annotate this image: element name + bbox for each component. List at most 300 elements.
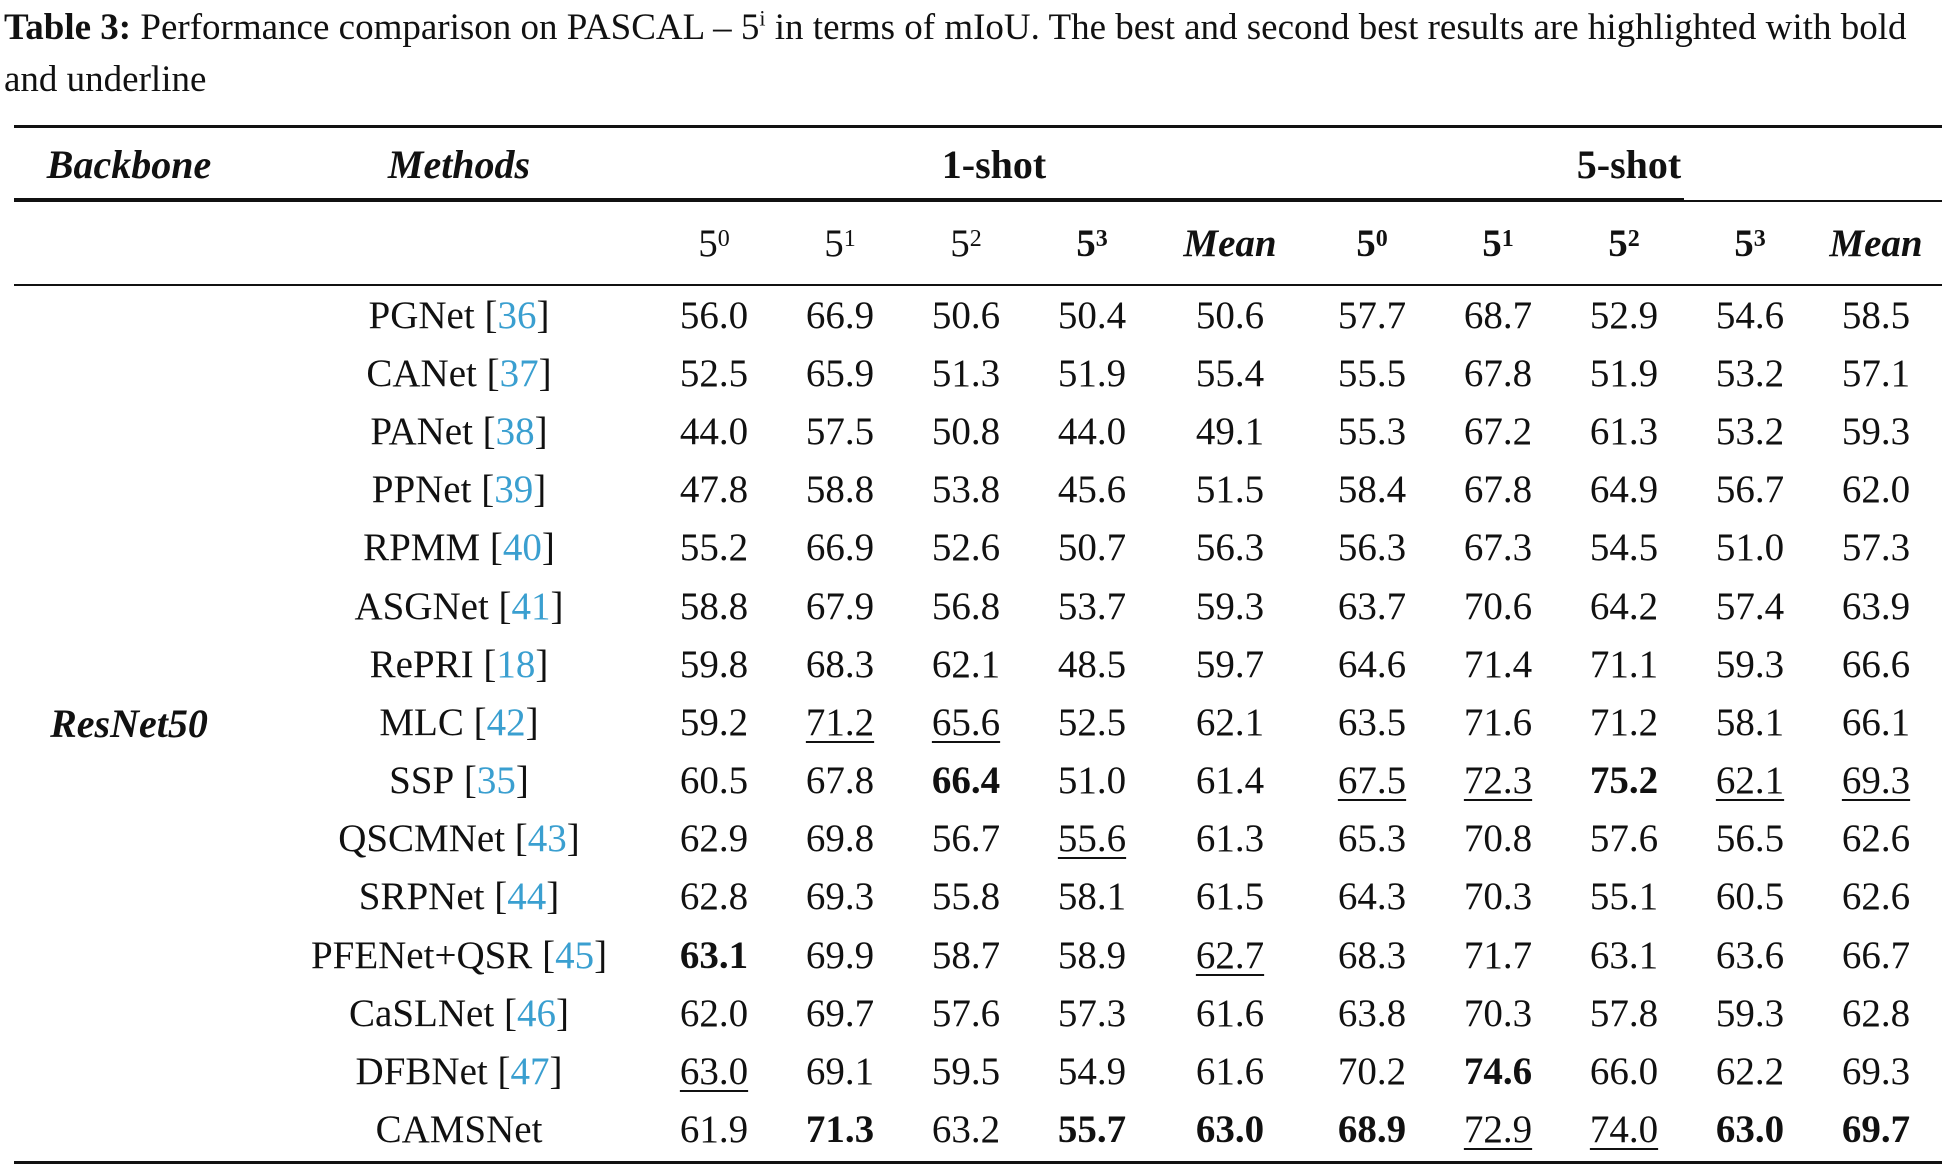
value-cell [1436,577,1560,635]
value-cell [652,926,776,984]
value-cell [1310,984,1434,1042]
value-cell [778,635,902,693]
value-text: 55.7 [1057,1108,1127,1152]
citation-link[interactable]: 43 [527,817,567,861]
value-text: 56.7 [1715,468,1785,512]
table-row [14,635,1942,693]
value-cell [1814,461,1938,519]
ref-bracket-open: [ [487,1050,511,1094]
value-text: 58.4 [1337,468,1407,512]
ref-bracket-close: ] [525,700,539,744]
value-cell [1310,752,1434,810]
value-cell [1436,810,1560,868]
method-name [249,519,669,577]
method-label: PPNet [371,468,472,512]
value-cell [778,693,902,751]
ref-bracket-open: [ [505,817,528,861]
value-cell [652,519,776,577]
value-cell [1030,286,1154,344]
value-text: 62.1 [1715,759,1785,803]
fold-header-1shot-1: 5 $^1$ [824,221,856,265]
value-cell [1688,693,1812,751]
value-cell [1030,1101,1154,1159]
value-cell [1814,926,1938,984]
value-cell [1562,402,1686,460]
value-text: 54.5 [1589,526,1659,570]
value-cell [652,984,776,1042]
ref-bracket-open: [ [532,933,556,977]
value-text: 56.3 [1195,526,1265,570]
ref-bracket-close: ] [555,991,569,1035]
value-cell [652,635,776,693]
value-cell [1688,868,1812,926]
value-text: 63.1 [679,933,749,977]
value-cell [1814,286,1938,344]
value-text: 62.8 [679,875,749,919]
value-text: 51.9 [1589,351,1659,395]
value-text: 53.2 [1715,351,1785,395]
method-name [249,577,669,635]
value-cell [1814,752,1938,810]
value-text: 61.3 [1195,817,1265,861]
value-cell [1436,519,1560,577]
value-text: 58.8 [805,468,875,512]
citation-link[interactable]: 39 [494,468,534,512]
table-row [14,984,1942,1042]
value-cell [904,635,1028,693]
value-cell [1168,402,1292,460]
caption-superscript: i [759,5,766,31]
value-cell [1030,984,1154,1042]
value-text: 66.9 [805,526,875,570]
value-cell [652,577,776,635]
value-cell [1562,810,1686,868]
citation-link[interactable]: 46 [516,991,556,1035]
value-text: 62.1 [931,642,1001,686]
value-text: 50.6 [931,293,1001,337]
method-name [249,1101,669,1159]
value-text: 67.8 [1463,351,1533,395]
citation-link[interactable]: 44 [507,875,547,919]
value-text: 62.1 [1195,700,1265,744]
value-text: 55.2 [679,526,749,570]
value-text: 61.6 [1195,991,1265,1035]
value-cell [652,868,776,926]
value-text: 61.4 [1195,759,1265,803]
value-text: 69.8 [805,817,875,861]
value-text: 58.7 [931,933,1001,977]
value-text: 62.6 [1841,817,1911,861]
value-cell [1310,461,1434,519]
value-cell [1688,286,1812,344]
value-text: 51.0 [1057,759,1127,803]
value-text: 60.5 [1715,875,1785,919]
value-text: 71.3 [805,1108,875,1152]
citation-link[interactable]: 41 [511,584,551,628]
ref-bracket-close: ] [515,759,529,803]
value-cell [1688,984,1812,1042]
value-cell [1030,344,1154,402]
fold-base: 5 [698,221,718,265]
value-text: 64.3 [1337,875,1407,919]
ref-bracket-close: ] [535,642,549,686]
value-text: 71.4 [1463,642,1533,686]
value-text: 57.4 [1715,584,1785,628]
value-text: 48.5 [1057,642,1127,686]
ref-bracket-close: ] [549,1050,563,1094]
ref-bracket-close: ] [541,526,555,570]
value-text: 55.5 [1337,351,1407,395]
value-cell [652,693,776,751]
value-cell [1436,984,1560,1042]
value-text: 63.0 [1715,1108,1785,1152]
header-1shot: 1-shot [941,141,1047,187]
value-text: 63.8 [1337,991,1407,1035]
fold-header-1shot-3: 5 $^3$ [1076,221,1108,265]
header-row-groups [14,128,1942,200]
value-cell [1030,810,1154,868]
value-cell [1814,1042,1938,1100]
value-text: 57.3 [1057,991,1127,1035]
value-cell [1310,635,1434,693]
value-text: 66.9 [805,293,875,337]
value-text: 58.8 [679,584,749,628]
value-text: 53.2 [1715,409,1785,453]
value-cell [1030,926,1154,984]
method-name [249,693,669,751]
value-text: 55.6 [1057,817,1127,861]
value-cell [1436,1101,1560,1159]
value-cell [1310,693,1434,751]
value-text: 52.5 [1057,700,1127,744]
value-cell [1436,926,1560,984]
table-row [14,402,1942,460]
value-cell [1310,286,1434,344]
value-cell [1030,752,1154,810]
value-cell [778,984,902,1042]
value-text: 57.3 [1841,526,1911,570]
value-text: 54.6 [1715,293,1785,337]
value-text: 69.3 [1841,1050,1911,1094]
value-cell [1168,984,1292,1042]
citation-link[interactable]: 42 [486,700,526,744]
value-cell [904,286,1028,344]
citation-link[interactable]: 35 [476,759,516,803]
value-cell [1168,926,1292,984]
value-text: 62.0 [679,991,749,1035]
value-text: 57.8 [1589,991,1659,1035]
value-cell [652,1101,776,1159]
value-text: 55.4 [1195,351,1265,395]
value-cell [1562,635,1686,693]
value-text: 70.3 [1463,991,1533,1035]
table-row [14,286,1942,344]
citation-link[interactable]: 37 [499,351,539,395]
value-text: 66.1 [1841,700,1911,744]
value-cell [904,402,1028,460]
ref-bracket-close: ] [534,409,548,453]
method-label: RePRI [369,642,474,686]
value-cell [652,286,776,344]
method-name [249,635,669,693]
value-cell [904,461,1028,519]
value-text: 59.3 [1841,409,1911,453]
value-cell [1688,1101,1812,1159]
value-cell [1030,402,1154,460]
method-label: CAMSNet [375,1108,543,1152]
method-name [249,1042,669,1100]
value-text: 53.8 [931,468,1001,512]
value-text: 63.6 [1715,933,1785,977]
value-cell [1030,519,1154,577]
value-text: 69.7 [805,991,875,1035]
fold-base: 5 [1734,221,1754,265]
table-caption [4,2,1952,106]
value-cell [1562,1042,1686,1100]
value-text: 65.3 [1337,817,1407,861]
value-cell [652,461,776,519]
value-cell [904,693,1028,751]
value-text: 61.9 [679,1108,749,1152]
value-text: 65.9 [805,351,875,395]
value-text: 45.6 [1057,468,1127,512]
table-row [14,1042,1942,1100]
value-text: 55.1 [1589,875,1659,919]
value-cell [652,1042,776,1100]
value-cell [1814,868,1938,926]
citation-link[interactable]: 47 [510,1050,550,1094]
value-text: 62.0 [1841,468,1911,512]
value-cell [1030,577,1154,635]
value-text: 63.9 [1841,584,1911,628]
value-cell [1168,693,1292,751]
fold-base: 5 [950,221,970,265]
mean-header-1shot: Mean [1183,221,1277,265]
value-cell [778,461,902,519]
value-cell [778,402,902,460]
value-cell [1168,461,1292,519]
value-text: 52.9 [1589,293,1659,337]
method-label: SSP [389,759,455,803]
ref-bracket-open: [ [488,584,512,628]
ref-bracket-close: ] [538,351,552,395]
value-text: 63.0 [1195,1108,1265,1152]
value-cell [904,1042,1028,1100]
value-cell [904,926,1028,984]
table-row [14,344,1942,402]
value-cell [1688,519,1812,577]
fold-header-1shot-0: 5 $^0$ [698,221,730,265]
header-row-folds [14,200,1942,284]
value-text: 71.7 [1463,933,1533,977]
value-cell [1168,519,1292,577]
value-cell [778,810,902,868]
value-cell [652,810,776,868]
value-cell [1310,344,1434,402]
value-text: 50.7 [1057,526,1127,570]
ref-bracket-open: [ [454,759,477,803]
mean-header-5shot: Mean [1829,221,1923,265]
value-text: 66.7 [1841,933,1911,977]
value-text: 74.6 [1463,1050,1533,1094]
value-text: 70.3 [1463,875,1533,919]
value-cell [904,752,1028,810]
value-cell [1030,635,1154,693]
ref-bracket-close: ] [594,933,608,977]
value-text: 72.3 [1463,759,1533,803]
value-text: 59.7 [1195,642,1265,686]
value-cell [1562,286,1686,344]
caption-text-before: Performance comparison on PASCAL – 5 [131,7,760,48]
value-text: 47.8 [679,468,749,512]
value-text: 63.5 [1337,700,1407,744]
value-cell [1168,752,1292,810]
method-label: MLC [379,700,464,744]
value-text: 59.3 [1195,584,1265,628]
ref-bracket-open: [ [463,700,487,744]
value-text: 51.0 [1715,526,1785,570]
value-cell [1436,635,1560,693]
value-text: 71.1 [1589,642,1659,686]
value-text: 52.5 [679,351,749,395]
method-name [249,926,669,984]
value-text: 50.4 [1057,293,1127,337]
fold-header-5shot-0: 5 $^0$ [1356,221,1388,265]
value-cell [1562,344,1686,402]
value-text: 53.7 [1057,584,1127,628]
value-text: 75.2 [1589,759,1659,803]
value-cell [1688,752,1812,810]
value-text: 56.7 [931,817,1001,861]
method-name [249,461,669,519]
value-text: 58.1 [1057,875,1127,919]
citation-link[interactable]: 18 [496,642,536,686]
value-text: 67.9 [805,584,875,628]
value-text: 67.8 [805,759,875,803]
value-cell [1310,1042,1434,1100]
value-cell [1562,1101,1686,1159]
fold-header-5shot-3: 5 $^3$ [1734,221,1766,265]
value-cell [1436,752,1560,810]
citation-link[interactable]: 36 [497,293,537,337]
value-cell [1168,577,1292,635]
value-text: 68.7 [1463,293,1533,337]
value-text: 61.5 [1195,875,1265,919]
table-rows [14,286,1942,1159]
value-cell [904,1101,1028,1159]
value-cell [778,752,902,810]
value-text: 70.6 [1463,584,1533,628]
ref-bracket-close: ] [550,584,564,628]
value-cell [1562,752,1686,810]
value-cell [1562,868,1686,926]
header-methods: Methods [387,141,531,187]
method-label: QSCMNet [338,817,506,861]
value-text: 57.1 [1841,351,1911,395]
value-cell [1310,810,1434,868]
method-name [249,402,669,460]
method-label: PGNet [368,293,475,337]
value-cell [1814,519,1938,577]
fold-header-5shot-1: 5 $^1$ [1482,221,1514,265]
ref-bracket-open: [ [473,642,497,686]
value-text: 51.9 [1057,351,1127,395]
table-row [14,577,1942,635]
value-cell [1168,286,1292,344]
fold-base: 5 [1608,221,1628,265]
value-text: 67.8 [1463,468,1533,512]
method-label: SRPNet [358,875,485,919]
ref-bracket-close: ] [546,875,560,919]
value-cell [904,810,1028,868]
value-text: 56.0 [679,293,749,337]
citation-link[interactable]: 45 [555,933,595,977]
value-cell [1814,635,1938,693]
table-row [14,926,1942,984]
value-text: 44.0 [679,409,749,453]
value-cell [1814,1101,1938,1159]
value-text: 69.3 [1841,759,1911,803]
value-cell [1310,1101,1434,1159]
method-label: PANet [370,409,473,453]
value-cell [1310,868,1434,926]
fold-header-1shot-2: 5 $^2$ [950,221,982,265]
citation-link[interactable]: 40 [502,526,542,570]
value-text: 50.8 [931,409,1001,453]
value-cell [652,402,776,460]
citation-link[interactable]: 38 [495,409,535,453]
table-row [14,693,1942,751]
value-text: 65.6 [931,700,1001,744]
value-text: 62.2 [1715,1050,1785,1094]
ref-bracket-open: [ [476,351,500,395]
value-text: 57.6 [931,991,1001,1035]
table-row [14,1101,1942,1159]
value-text: 56.8 [931,584,1001,628]
value-cell [1436,402,1560,460]
value-cell [1168,1042,1292,1100]
ref-bracket-open: [ [480,526,503,570]
value-text: 72.9 [1463,1108,1533,1152]
fold-header-5shot-2: 5 $^2$ [1608,221,1640,265]
value-cell [1030,693,1154,751]
ref-bracket-open: [ [484,875,508,919]
method-name [249,810,669,868]
value-cell [1688,577,1812,635]
method-name [249,752,669,810]
ref-bracket-close: ] [536,293,550,337]
method-name [249,286,669,344]
value-text: 71.2 [1589,700,1659,744]
value-cell [1562,461,1686,519]
value-cell [1436,868,1560,926]
value-text: 57.6 [1589,817,1659,861]
ref-bracket-close: ] [566,817,580,861]
value-text: 54.9 [1057,1050,1127,1094]
value-cell [1168,868,1292,926]
header-backbone: Backbone [46,141,212,187]
value-text: 66.0 [1589,1050,1659,1094]
value-text: 67.5 [1337,759,1407,803]
value-cell [1168,635,1292,693]
ref-bracket-open: [ [472,409,496,453]
value-cell [1814,344,1938,402]
header-5shot: 5-shot [1576,141,1682,187]
value-text: 66.4 [931,759,1001,803]
results-table [14,125,1942,1164]
value-text: 69.7 [1841,1108,1911,1152]
backbone-label: ResNet50 [50,701,208,746]
